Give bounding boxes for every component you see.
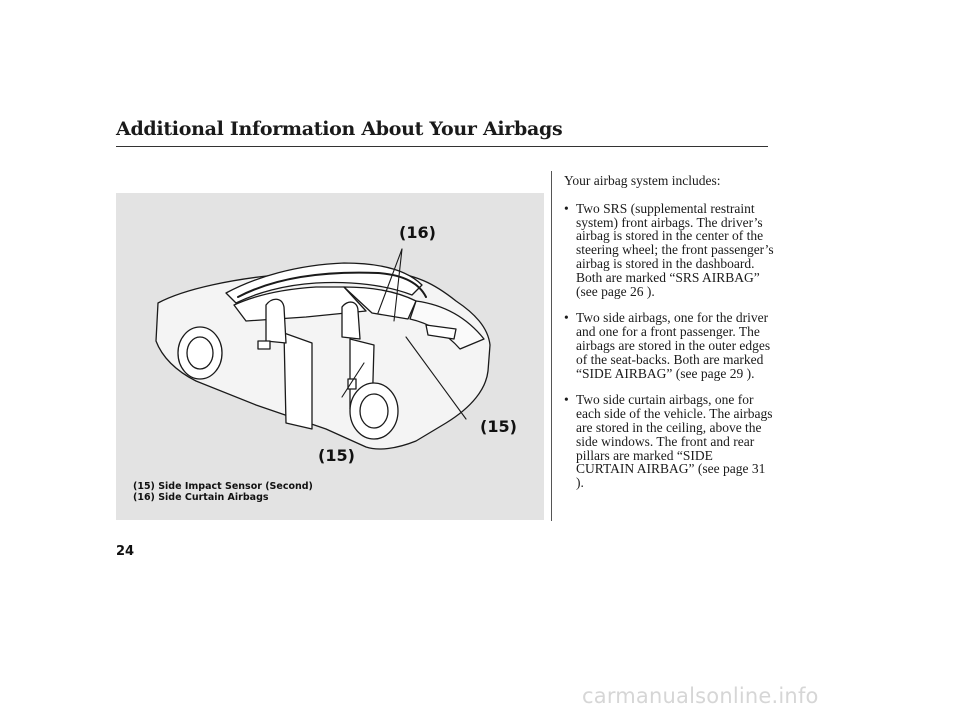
bullet-item bbox=[564, 202, 774, 299]
airbag-illustration bbox=[116, 193, 544, 520]
page-number: 24 bbox=[116, 544, 135, 559]
callout-15-left: (15) bbox=[318, 446, 355, 465]
column-divider bbox=[551, 171, 552, 521]
seat bbox=[266, 299, 286, 343]
body-text bbox=[564, 174, 774, 503]
bullet-item bbox=[564, 393, 774, 490]
car-drawing bbox=[116, 193, 544, 520]
bullet-text: Two side curtain airbags, one for each side of the vehicle. The airbags are stored in the ceiling, above the side windows. The front and rear pillars are marked “SIDE CURTAIN AIRBAG” (see page 31 ). bbox=[576, 392, 773, 491]
intro-text: Your airbag system includes: bbox=[564, 173, 721, 188]
legend-item-16: (16) Side Curtain Airbags bbox=[133, 492, 269, 503]
bullet-item bbox=[564, 311, 774, 380]
legend-item-15: (15) Side Impact Sensor (Second) bbox=[133, 481, 313, 492]
bullet-dot: • bbox=[564, 200, 569, 216]
figure-legend bbox=[133, 481, 313, 503]
front-door-open bbox=[284, 333, 312, 429]
title-rule bbox=[116, 146, 768, 147]
bullet-text: Two SRS (supplemental restraint system) front airbags. The driver’s airbag is stored in the center of the steering wheel; the front passenger’s airbag is stored in the dashboard. Both are marked “SRS AIRBAG” (see page 26 ). bbox=[576, 200, 774, 299]
bullet-dot: • bbox=[564, 310, 569, 326]
impact-sensor bbox=[258, 341, 270, 349]
callout-16: (16) bbox=[399, 223, 436, 242]
watermark: carmanualsonline.info bbox=[582, 684, 819, 708]
rear-wheel bbox=[350, 383, 398, 439]
bullet-dot: • bbox=[564, 392, 569, 408]
page-title: Additional Information About Your Airbags bbox=[116, 118, 563, 140]
bullet-text: Two side airbags, one for the driver and one for a front passenger. The airbags are stored in the outer edges of the seat-backs. Both are marked “SIDE AIRBAG” (see page 29 ). bbox=[576, 310, 771, 381]
callout-15-right: (15) bbox=[480, 417, 517, 436]
front-wheel bbox=[178, 327, 222, 379]
